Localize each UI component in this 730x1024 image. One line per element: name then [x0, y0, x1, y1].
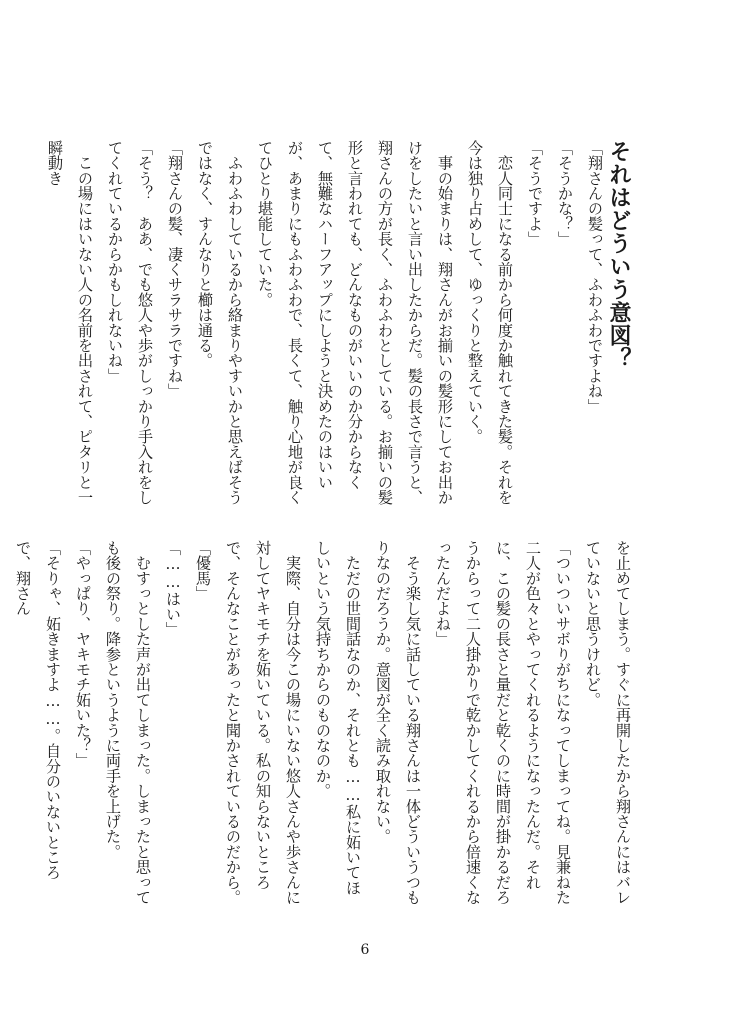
paragraph: ふわふわしているから絡まりやすいかと思えばそうではなく、すんなりと櫛は通る。	[196, 140, 244, 505]
paragraph: 「やっぱり、ヤキモチ妬いた？」	[74, 540, 92, 768]
paragraph: むすっとした声が出てしまった。しまったと思っても後の祭り。降参というように両手を上げた。	[104, 540, 152, 905]
paragraph: この場にはいない人の名前を出されて、ピタリと一瞬動き	[46, 140, 94, 505]
paragraph: 「そうですよ」	[526, 140, 544, 247]
paragraph: 「優馬」	[194, 540, 212, 601]
paragraph: 「……はい」	[164, 540, 182, 637]
paragraph: 実際、自分は今この場にいない悠人さんや歩さんに対してヤキモチを妬いている。私の知らないところで、そんなことがあったと聞かされているのだから。	[224, 540, 302, 905]
paragraph: ただの世間話なのか、それとも……私に妬いてほしいという気持ちからのものなのか。	[314, 540, 362, 896]
paragraph: 「そう？ ああ、でも悠人や歩がしっかり手入れをしてくれているからかもしれないね」	[106, 140, 154, 505]
paragraph: 「そうかな？」	[556, 140, 574, 247]
paragraph: 恋人同士になる前から何度か触れてきた髪。それを今は独り占めして、ゆっくりと整えていく。	[466, 140, 514, 505]
paragraph: 「ついついサボりがちになってしまってね。見兼ねた二人が色々とやってくれるようになったんだ。それに、この髪の長さと量だと乾くのに時間が掛かるだろうからって二人掛かりで乾かしてくれるから倍速くなったんだよね」	[434, 540, 572, 905]
paragraph: 「翔さんの髪って、ふわふわですよね」	[586, 140, 604, 414]
page-number: 6	[360, 942, 370, 958]
text-block-lower	[14, 540, 638, 910]
paragraph: 「そりゃ、妬きますよ……。自分のいないところで、翔さん	[14, 540, 62, 880]
text-block-upper	[46, 140, 610, 508]
paragraph: そう楽し気に話している翔さんは一体どういうつもりなのだろうか。意図が全く読み取れない。	[374, 540, 422, 905]
paragraph: 「翔さんの髪、凄くサラサラですね」	[166, 140, 184, 399]
paragraph: 事の始まりは、翔さんがお揃いの髪形にしてお出かけをしたいと言い出したからだ。髪の長さで言うと、翔さんの方が長く、ふわふわとしている。お揃いの髪形と言われても、どんなものがいいのか分からなくて、無難なハーフアップにしようと決めたのはいいが、あまりにもふわふわで、長くて、触り心地が良くてひとり堪能していた。	[256, 140, 454, 505]
chapter-title: それはどういう意図？	[606, 140, 632, 370]
paragraph: を止めてしまう。すぐに再開したから翔さんにはバレていないと思うけれど。	[584, 540, 632, 905]
